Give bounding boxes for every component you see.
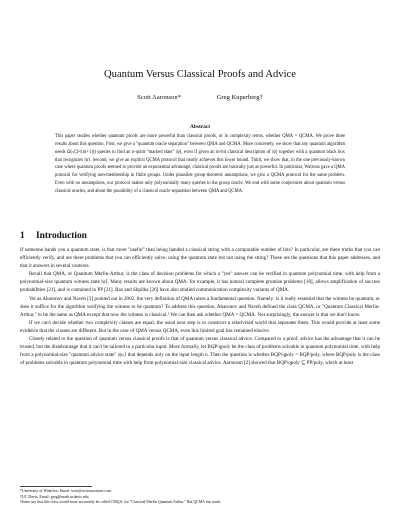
author-name: Scott Aaronson* [137,94,181,101]
footnote: †UC Davis. Email: greg@math.ucdavis.edu. [20,494,90,499]
paper-title: Quantum Versus Classical Proofs and Advice [104,69,296,80]
paragraph: If someone hands you a quantum state, is that more "useful" than being handed a classical string with a comparable number of bits? In particular, are there truths that you can efficiently verify, and are there problems that you can efficiently solve, using the quantum state but not using the string? These are the questions that this paper addresses, and that it answers in several contexts. [20,247,380,270]
author-name: Greg Kuperberg† [216,94,263,101]
footnote-divider [20,486,92,487]
section-title: Introduction [36,231,87,241]
abstract-text: This paper studies whether quantum proofs are more powerful than classical proofs, or in complexity terms, whether QMA = QCMA. We prove three results about this question. First, we give a "quantum oracle separation" between QMA and QCMA. More concretely, we show that any quantum algorithm needs Ω(√(2ⁿ/(m+1))) queries to find an n-qubit "marked state" |ψ⟩, even if given an m-bit classical description of |ψ⟩ together with a quantum black box that recognizes |ψ⟩. Second, we give an explicit QCMA protocol that nearly achieves this lower bound. Third, we show that, in the one previously-known case where quantum proofs seemed to provide an exponential advantage, classical proofs are basically just as powerful. In particular, Watrous gave a QMA protocol for verifying non-membership in finite groups. Under plausible group-theoretic assumptions, we give a QCMA protocol for the same problem. Even with no assumptions, our protocol makes only polynomially many queries to the group oracle. We end with some conjectures about quantum versus classical oracles, and about the possibility of a classical oracle separation between QMA and QCMA. [55,134,345,194]
footnote: ¹Some say that this class would more accurately be called CMQA, for "Classical Merlin Quantum Arthur." But QCMA has stuck. [20,500,222,505]
abstract-heading: Abstract [189,124,211,130]
footnote: *University of Waterloo. Email: scott@scottaaronson.com. [20,489,112,493]
paragraph: Recall that QMA, or Quantum Merlin-Arthur, is the class of decision problems for which a "yes" answer can be verified in quantum polynomial time, with help from a polynomial-size quantum witness state |ψ⟩. Many results are known about QMA: for example, it has natural complete promise problems [18], allows amplification of success probabilities [21], and is contained in PP [21]. Raz and Shpilka [26] have also studied communication complexity variants of QMA. [20,271,380,294]
section-number: 1 [20,231,25,241]
section-heading [20,231,87,241]
paragraph: Closely related to the question of quantum versus classical proofs is that of quantum versus classical advice. Compared to a proof, advice has the advantage that it can be trusted, but the disadvantage that it can't be tailored to a particular input. More formally, let BQP/qpoly be the class of problems solvable in quantum polynomial time, with help from a polynomial-size "quantum advice state" |ψₙ⟩ that depends only on the input length n. Then the question is whether BQP/qpoly = BQP/poly, where BQP/poly is the class of problems solvable in quantum polynomial time with help from polynomial-size classical advice. Aaronson [2] showed that BQP/qpoly ⊆ PP/poly, which at least [20,336,380,367]
body-text [20,246,380,367]
paragraph: If we can't decide whether two complexity classes are equal, the usual next step is to construct a relativized world that separates them. This would provide at least some evidence that the classes are different. But in the case of QMA versus QCMA, even this limited goal has remained elusive. [20,319,380,334]
paragraph: Yet as Aharonov and Naveh [3] pointed out in 2002, the very definition of QMA raises a fundamental question. Namely: is it really essential that the witness be quantum, or does it suffice for the algorithm verifying the witness to be quantum? To address this question, Aharonov and Naveh defined the class QCMA, or "Quantum Classical Merlin-Arthur," to be the same as QMA except that now the witness is classical.¹ We can then ask whether QMA = QCMA. Not surprisingly, the answer is that we don't know. [20,295,380,318]
author-list [0,93,400,102]
abstract-body [55,133,345,196]
footnotes [20,489,380,506]
